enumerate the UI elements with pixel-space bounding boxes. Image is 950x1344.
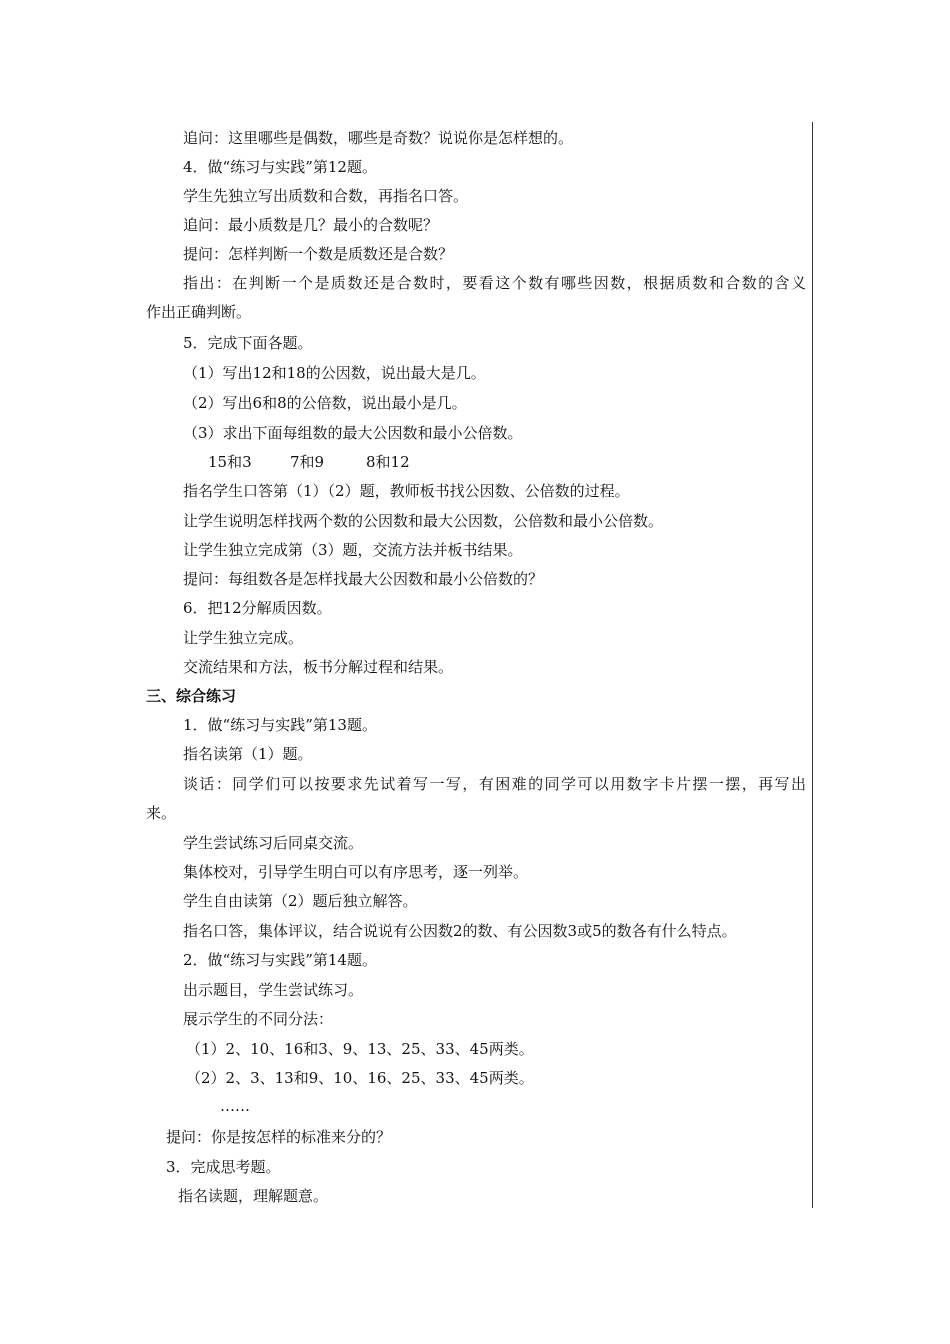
paragraph: 提问：每组数各是怎样找最大公因数和最小公倍数的？: [183, 570, 544, 588]
paragraph: 4．做“练习与实践”第12题。: [183, 158, 377, 176]
section-heading: 三、综合练习: [146, 687, 237, 705]
paragraph: 让学生说明怎样找两个数的公因数和最大公因数，公倍数和最小公倍数。: [183, 512, 664, 530]
paragraph: 提问：你是按怎样的标准来分的？: [166, 1128, 392, 1146]
paragraph: （1）2、10、16和3、9、13、25、33、45两类。: [186, 1040, 534, 1058]
paragraph: （1）写出12和18的公因数，说出最大是几。: [183, 364, 486, 382]
paragraph: 展示学生的不同分法：: [183, 1010, 334, 1028]
paragraph: 1．做“练习与实践”第13题。: [183, 716, 377, 734]
paragraph: （2）2、3、13和9、10、16、25、33、45两类。: [186, 1069, 534, 1087]
paragraph: 谈话：同学们可以按要求先试着写一写，有困难的同学可以用数字卡片摆一摆，再写出: [183, 775, 806, 793]
paragraph: 追问：这里哪些是偶数，哪些是奇数？说说你是怎样想的。: [183, 129, 574, 147]
paragraph: 5．完成下面各题。: [183, 334, 313, 352]
ellipsis: ……: [220, 1097, 250, 1115]
paragraph: 学生自由读第（2）题后独立解答。: [183, 892, 418, 910]
paragraph: 指名口答，集体评议，结合说说有公因数2的数、有公因数3或5的数各有什么特点。: [183, 922, 737, 940]
paragraph: 让学生独立完成。: [183, 629, 304, 647]
number-group: 7和9: [290, 453, 325, 471]
paragraph: 6．把12分解质因数。: [183, 599, 332, 617]
paragraph: 学生尝试练习后同桌交流。: [183, 834, 364, 852]
paragraph: 集体校对，引导学生明白可以有序思考，逐一列举。: [183, 863, 529, 881]
paragraph: 指名读第（1）题。: [183, 745, 313, 763]
number-group: 8和12: [366, 453, 410, 471]
paragraph: 作出正确判断。: [146, 303, 252, 321]
paragraph: 追问：最小质数是几？最小的合数呢？: [183, 216, 439, 234]
paragraph: 提问：怎样判断一个数是质数还是合数？: [183, 245, 454, 263]
paragraph: 2．做“练习与实践”第14题。: [183, 951, 377, 969]
paragraph: 让学生独立完成第（3）题，交流方法并板书结果。: [183, 541, 523, 559]
paragraph: 学生先独立写出质数和合数，再指名口答。: [183, 187, 469, 205]
paragraph: 来。: [146, 804, 177, 822]
margin-rule: [812, 122, 813, 1208]
paragraph: 指名读题，理解题意。: [178, 1187, 329, 1205]
paragraph: 指名学生口答第（1）（2）题，教师板书找公因数、公倍数的过程。: [183, 482, 630, 500]
paragraph: 指出：在判断一个是质数还是合数时，要看这个数有哪些因数，根据质数和合数的含义: [183, 274, 806, 292]
paragraph: （3）求出下面每组数的最大公因数和最小公倍数。: [183, 424, 523, 442]
paragraph: 出示题目，学生尝试练习。: [183, 981, 364, 999]
number-group: 15和3: [208, 453, 252, 471]
paragraph: 3．完成思考题。: [166, 1158, 281, 1176]
paragraph: （2）写出6和8的公倍数，说出最小是几。: [183, 394, 467, 412]
paragraph: 交流结果和方法，板书分解过程和结果。: [183, 658, 454, 676]
